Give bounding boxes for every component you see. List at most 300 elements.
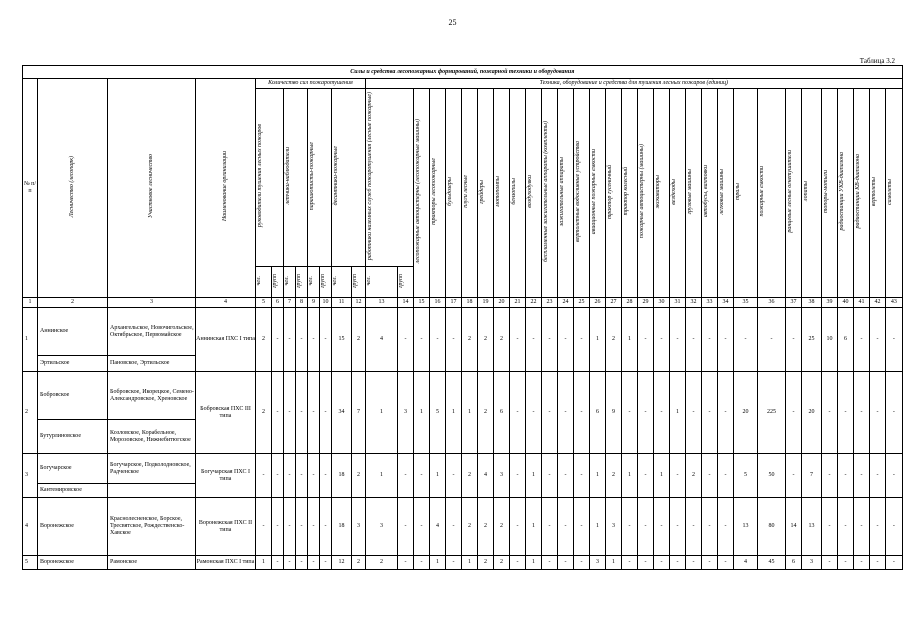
column-number: 30 [654,298,670,308]
value-cell: - [558,372,574,454]
org-cell: Аннинская ПХС I типа [196,308,256,372]
value-cell: 2 [352,454,366,498]
value-cell: - [296,454,308,498]
column-number: 31 [670,298,686,308]
column-number: 38 [802,298,822,308]
value-cell: - [786,454,802,498]
column-number: 4 [196,298,256,308]
value-cell: 4 [734,556,758,570]
value-cell: - [638,372,654,454]
value-cell: - [870,454,886,498]
value-cell: 1 [366,454,398,498]
group-personnel: Количество сил пожаротушения [256,79,366,89]
value-cell: - [308,498,320,556]
column-number: 5 [256,298,272,308]
value-cell: - [256,454,272,498]
header-e30: грузовые машины [686,89,702,298]
value-cell: 13 [734,498,758,556]
column-number: 40 [838,298,854,308]
value-cell: 2 [478,556,494,570]
row-number: 4 [23,498,38,556]
value-cell: - [854,308,870,372]
column-number: 9 [308,298,320,308]
value-cell: - [654,372,670,454]
value-cell: - [870,308,886,372]
header-e25: трактор гусеничный [606,89,622,298]
value-cell: - [308,372,320,454]
value-cell: - [320,556,332,570]
header-district: Участковое лесничество [108,79,196,298]
value-cell: - [822,556,838,570]
value-cell: - [574,556,590,570]
value-cell: - [574,308,590,372]
value-cell: 45 [758,556,786,570]
value-cell: - [542,454,558,498]
value-cell: - [734,308,758,372]
value-cell: 18 [332,498,352,556]
header-p3: парашютисты-пожарные [308,89,332,267]
value-cell: - [702,556,718,570]
value-cell: - [718,372,734,454]
value-cell: 3 [802,556,822,570]
column-number: 6 [272,298,284,308]
org-cell: Воронежская ПХС II типа [196,498,256,556]
header-forestry: Лесничество (лесопарк) [38,79,108,298]
value-cell: 1 [462,372,478,454]
header-e32: легковые машины [718,89,734,298]
value-cell: 10 [822,308,838,372]
value-cell: 1 [622,454,638,498]
value-cell: 1 [622,308,638,372]
value-cell: - [558,454,574,498]
value-cell: - [702,308,718,372]
value-cell: 1 [256,556,272,570]
value-cell: 2 [462,454,478,498]
value-cell: - [622,556,638,570]
value-cell: - [838,498,854,556]
value-cell: 7 [352,372,366,454]
value-cell: 2 [462,498,478,556]
column-number: 37 [786,298,802,308]
group-equipment: Техника, оборудование и средства для тушения лесных пожаров (единиц) [366,79,903,89]
value-cell: - [296,372,308,454]
value-cell: 15 [332,308,352,372]
table-title: Силы и средства лесопожарных формирований, пожарной техники и оборудования [23,66,903,79]
value-cell: - [272,454,284,498]
column-number: 15 [414,298,430,308]
value-cell: - [718,556,734,570]
value-cell: 2 [478,372,494,454]
value-cell: - [446,454,462,498]
sub-chel: чел. [256,267,272,298]
value-cell: 1 [606,556,622,570]
value-cell: - [398,498,414,556]
forestry-cell: Кантемировское [38,484,108,498]
value-cell: 1 [430,454,446,498]
column-number: 42 [870,298,886,308]
header-e38: радиостанции УКВ-диапазона [838,89,854,298]
sub-chel: чел. [308,267,320,298]
column-number: 14 [398,298,414,308]
value-cell: 2 [494,498,510,556]
column-number: 10 [320,298,332,308]
sub-grupp: групп [272,267,284,298]
value-cell: - [854,556,870,570]
value-cell: - [670,308,686,372]
value-cell: - [638,308,654,372]
value-cell: - [670,498,686,556]
header-e13: лесопожарные автоцистерны (лесопожарные машины) [414,89,430,298]
header-e26: трактор колесный [622,89,638,298]
district-cell: Пановское, Эртильское [108,356,196,372]
value-cell: - [284,372,296,454]
column-number: 32 [686,298,702,308]
value-cell: - [272,372,284,454]
table-label: Таблица 3.2 [859,57,895,65]
value-cell: 1 [430,556,446,570]
value-cell: - [430,308,446,372]
district-cell: Краснолесненское, Борское, Тресвятское, Рождественско-Хавское [108,498,196,556]
value-cell: - [686,372,702,454]
value-cell: - [510,308,526,372]
value-cell: - [446,498,462,556]
forestry-cell: Воронежское [38,556,108,570]
value-cell: - [718,498,734,556]
value-cell: - [702,454,718,498]
value-cell: - [398,454,414,498]
header-e28: экскаваторы [654,89,670,298]
value-cell: 7 [802,454,822,498]
value-cell: 1 [590,498,606,556]
sub-chel: чел. [366,267,398,298]
value-cell: 2 [366,556,398,570]
header-e37: топоры-мотыги [822,89,838,298]
value-cell: - [256,498,272,556]
header-e20: воздуходувки [526,89,542,298]
forces-table [22,65,903,570]
value-cell: - [308,308,320,372]
header-org: Наименование организации [196,79,256,298]
value-cell: 2 [494,556,510,570]
value-cell: - [822,454,838,498]
value-cell: - [320,454,332,498]
column-number: 8 [296,298,308,308]
value-cell: - [786,308,802,372]
district-cell: Архангельское, Новочигольское, Октябрьское, Первомайское [108,308,196,356]
value-cell: - [886,372,903,454]
column-number: 22 [526,298,542,308]
value-cell: 2 [352,556,366,570]
value-cell: - [838,372,854,454]
value-cell: 4 [478,454,494,498]
value-cell: 2 [478,308,494,372]
value-cell: 6 [590,372,606,454]
value-cell: 20 [734,372,758,454]
header-e40: вертолеты [870,89,886,298]
value-cell: 3 [590,556,606,570]
value-cell: 18 [332,454,352,498]
value-cell: - [654,498,670,556]
value-cell: 80 [758,498,786,556]
value-cell: - [542,308,558,372]
value-cell: - [284,498,296,556]
value-cell: 3 [494,454,510,498]
table-row [23,372,903,420]
value-cell: 2 [256,372,272,454]
value-cell: - [886,454,903,498]
header-e16: плуги лесные [462,89,478,298]
value-cell: - [622,498,638,556]
column-number: 12 [352,298,366,308]
value-cell: - [510,454,526,498]
header-e15: бульдозеры [446,89,462,298]
value-cell: - [414,498,430,556]
value-cell: - [308,454,320,498]
column-number: 11 [332,298,352,308]
header-e29: вездеходы [670,89,686,298]
row-number: 5 [23,556,38,570]
value-cell: - [414,556,430,570]
value-cell: - [854,372,870,454]
header-e19: бензопилы [510,89,526,298]
value-cell: - [718,454,734,498]
value-cell: - [702,498,718,556]
header-e35: ранцевые лесные огнетушители [786,89,802,298]
column-number: 3 [108,298,196,308]
value-cell: - [854,498,870,556]
value-cell: - [542,498,558,556]
value-cell: - [296,556,308,570]
value-cell: - [870,498,886,556]
value-cell: - [510,556,526,570]
value-cell: - [786,372,802,454]
sub-chel: чел. [332,267,352,298]
header-e14: тракторы лесопожарные [430,89,446,298]
row-number: 1 [23,308,38,372]
column-number: 17 [446,298,462,308]
value-cell: 34 [332,372,352,454]
column-number: 41 [854,298,870,308]
value-cell: - [284,556,296,570]
value-cell: - [446,308,462,372]
value-cell: 50 [758,454,786,498]
forestry-cell: Воронежское [38,498,108,556]
column-number: 33 [702,298,718,308]
column-number: 43 [886,298,903,308]
value-cell: 2 [256,308,272,372]
value-cell: - [686,498,702,556]
header-p1: руководители тушения лесных пожаров [256,89,284,267]
value-cell: 1 [590,308,606,372]
forestry-cell: Эртильское [38,356,108,372]
header-e22: зажигательные аппараты [558,89,574,298]
value-cell: 12 [332,556,352,570]
org-cell: Рамонская ПХС I типа [196,556,256,570]
sub-chel: чел. [284,267,296,298]
value-cell: 25 [802,308,822,372]
value-cell: - [854,454,870,498]
column-number: 26 [590,298,606,308]
header-e41: самолеты [886,89,903,298]
value-cell: 6 [494,372,510,454]
header-e34: пожарные емкости [758,89,786,298]
value-cell: - [822,372,838,454]
value-cell: - [542,556,558,570]
value-cell: - [638,498,654,556]
value-cell: 9 [606,372,622,454]
column-number: 2 [38,298,108,308]
value-cell: - [558,498,574,556]
value-cell: - [272,556,284,570]
value-cell: - [822,498,838,556]
value-cell: 5 [734,454,758,498]
value-cell: 4 [430,498,446,556]
value-cell: - [702,372,718,454]
sub-grupp: групп [320,267,332,298]
value-cell: - [838,454,854,498]
value-cell: - [638,454,654,498]
column-number-row [23,298,903,308]
value-cell: 1 [414,372,430,454]
value-cell: - [510,372,526,454]
row-number: 3 [23,454,38,498]
column-number: 18 [462,298,478,308]
table-row [23,454,903,484]
forestry-cell: Бутурлиновское [38,420,108,454]
value-cell: - [320,498,332,556]
value-cell: 1 [590,454,606,498]
column-number: 24 [558,298,574,308]
column-number: 36 [758,298,786,308]
value-cell: 3 [366,498,398,556]
header-e36: лопаты [802,89,822,298]
value-cell: 1 [654,454,670,498]
value-cell: - [886,556,903,570]
forestry-cell: Богучарское [38,454,108,484]
value-cell: - [638,556,654,570]
value-cell: - [414,454,430,498]
value-cell: 4 [366,308,398,372]
header-e18: мотопомпы [494,89,510,298]
value-cell: - [718,308,734,372]
header-e17: грейдеры [478,89,494,298]
value-cell: 6 [786,556,802,570]
table-row [23,498,903,556]
value-cell: 2 [478,498,494,556]
value-cell: - [398,308,414,372]
header-e23b: вертолетные водосливные устройства [574,89,590,298]
district-cell: Козловское, Корабельное, Морозовское, Нижнебитюгское [108,420,196,454]
header-num: № п/п [23,79,38,298]
column-number: 28 [622,298,638,308]
value-cell: 14 [786,498,802,556]
value-cell: 2 [462,308,478,372]
forestry-cell: Бобровское [38,372,108,420]
value-cell: 1 [670,372,686,454]
district-cell [108,484,196,498]
org-cell: Бобровская ПХС III типа [196,372,256,454]
header-e24: авиационные пожарные емкости [590,89,606,298]
column-number: 25 [574,298,590,308]
value-cell: 3 [398,372,414,454]
value-cell: - [686,556,702,570]
value-cell: - [296,498,308,556]
header-e33: тралы [734,89,758,298]
header-e39: радиостанции КВ-диапазона [854,89,870,298]
value-cell: - [284,454,296,498]
value-cell: 1 [462,556,478,570]
value-cell: 2 [606,454,622,498]
value-cell: 6 [838,308,854,372]
value-cell: - [758,308,786,372]
value-cell: - [320,372,332,454]
value-cell: - [574,454,590,498]
value-cell: - [510,498,526,556]
value-cell: - [272,498,284,556]
value-cell: - [670,454,686,498]
column-number: 29 [638,298,654,308]
value-cell: - [870,372,886,454]
header-e27: пожарные автоцистерны (машины) [638,89,654,298]
value-cell: - [558,556,574,570]
table-row [23,308,903,356]
column-number: 39 [822,298,838,308]
value-cell: 2 [686,454,702,498]
value-cell: - [308,556,320,570]
value-cell: - [654,556,670,570]
column-number: 20 [494,298,510,308]
page-number: 25 [448,18,457,27]
row-number: 2 [23,372,38,454]
value-cell: 1 [526,454,542,498]
value-cell: 1 [526,498,542,556]
column-number: 21 [510,298,526,308]
value-cell: - [558,308,574,372]
value-cell: 1 [366,372,398,454]
value-cell: - [886,498,903,556]
value-cell: - [446,556,462,570]
org-cell: Богучарская ПХС I типа [196,454,256,498]
value-cell: - [870,556,886,570]
value-cell: - [542,372,558,454]
value-cell: 3 [352,498,366,556]
district-cell: Богучарское, Подколодновское, Радченское [108,454,196,484]
value-cell: - [414,308,430,372]
value-cell: 3 [606,498,622,556]
column-number: 27 [606,298,622,308]
sub-grupp: групп [398,267,414,298]
district-cell: Рамонское [108,556,196,570]
value-cell: 5 [430,372,446,454]
header-e21: беспламенные зажигательные аппараты (комплекты) [542,89,558,298]
value-cell: 2 [352,308,366,372]
value-cell: - [886,308,903,372]
value-cell: - [526,372,542,454]
column-number: 23 [542,298,558,308]
value-cell: 13 [802,498,822,556]
column-number: 16 [430,298,446,308]
value-cell: 1 [526,556,542,570]
value-cell: 2 [494,308,510,372]
value-cell: 20 [802,372,822,454]
column-number: 34 [718,298,734,308]
value-cell: - [398,556,414,570]
value-cell: - [670,556,686,570]
value-cell: - [622,372,638,454]
value-cell: 2 [606,308,622,372]
header-p5: работники наземных служб пожаротушения (лесные пожарные) [366,89,414,267]
value-cell: - [574,498,590,556]
